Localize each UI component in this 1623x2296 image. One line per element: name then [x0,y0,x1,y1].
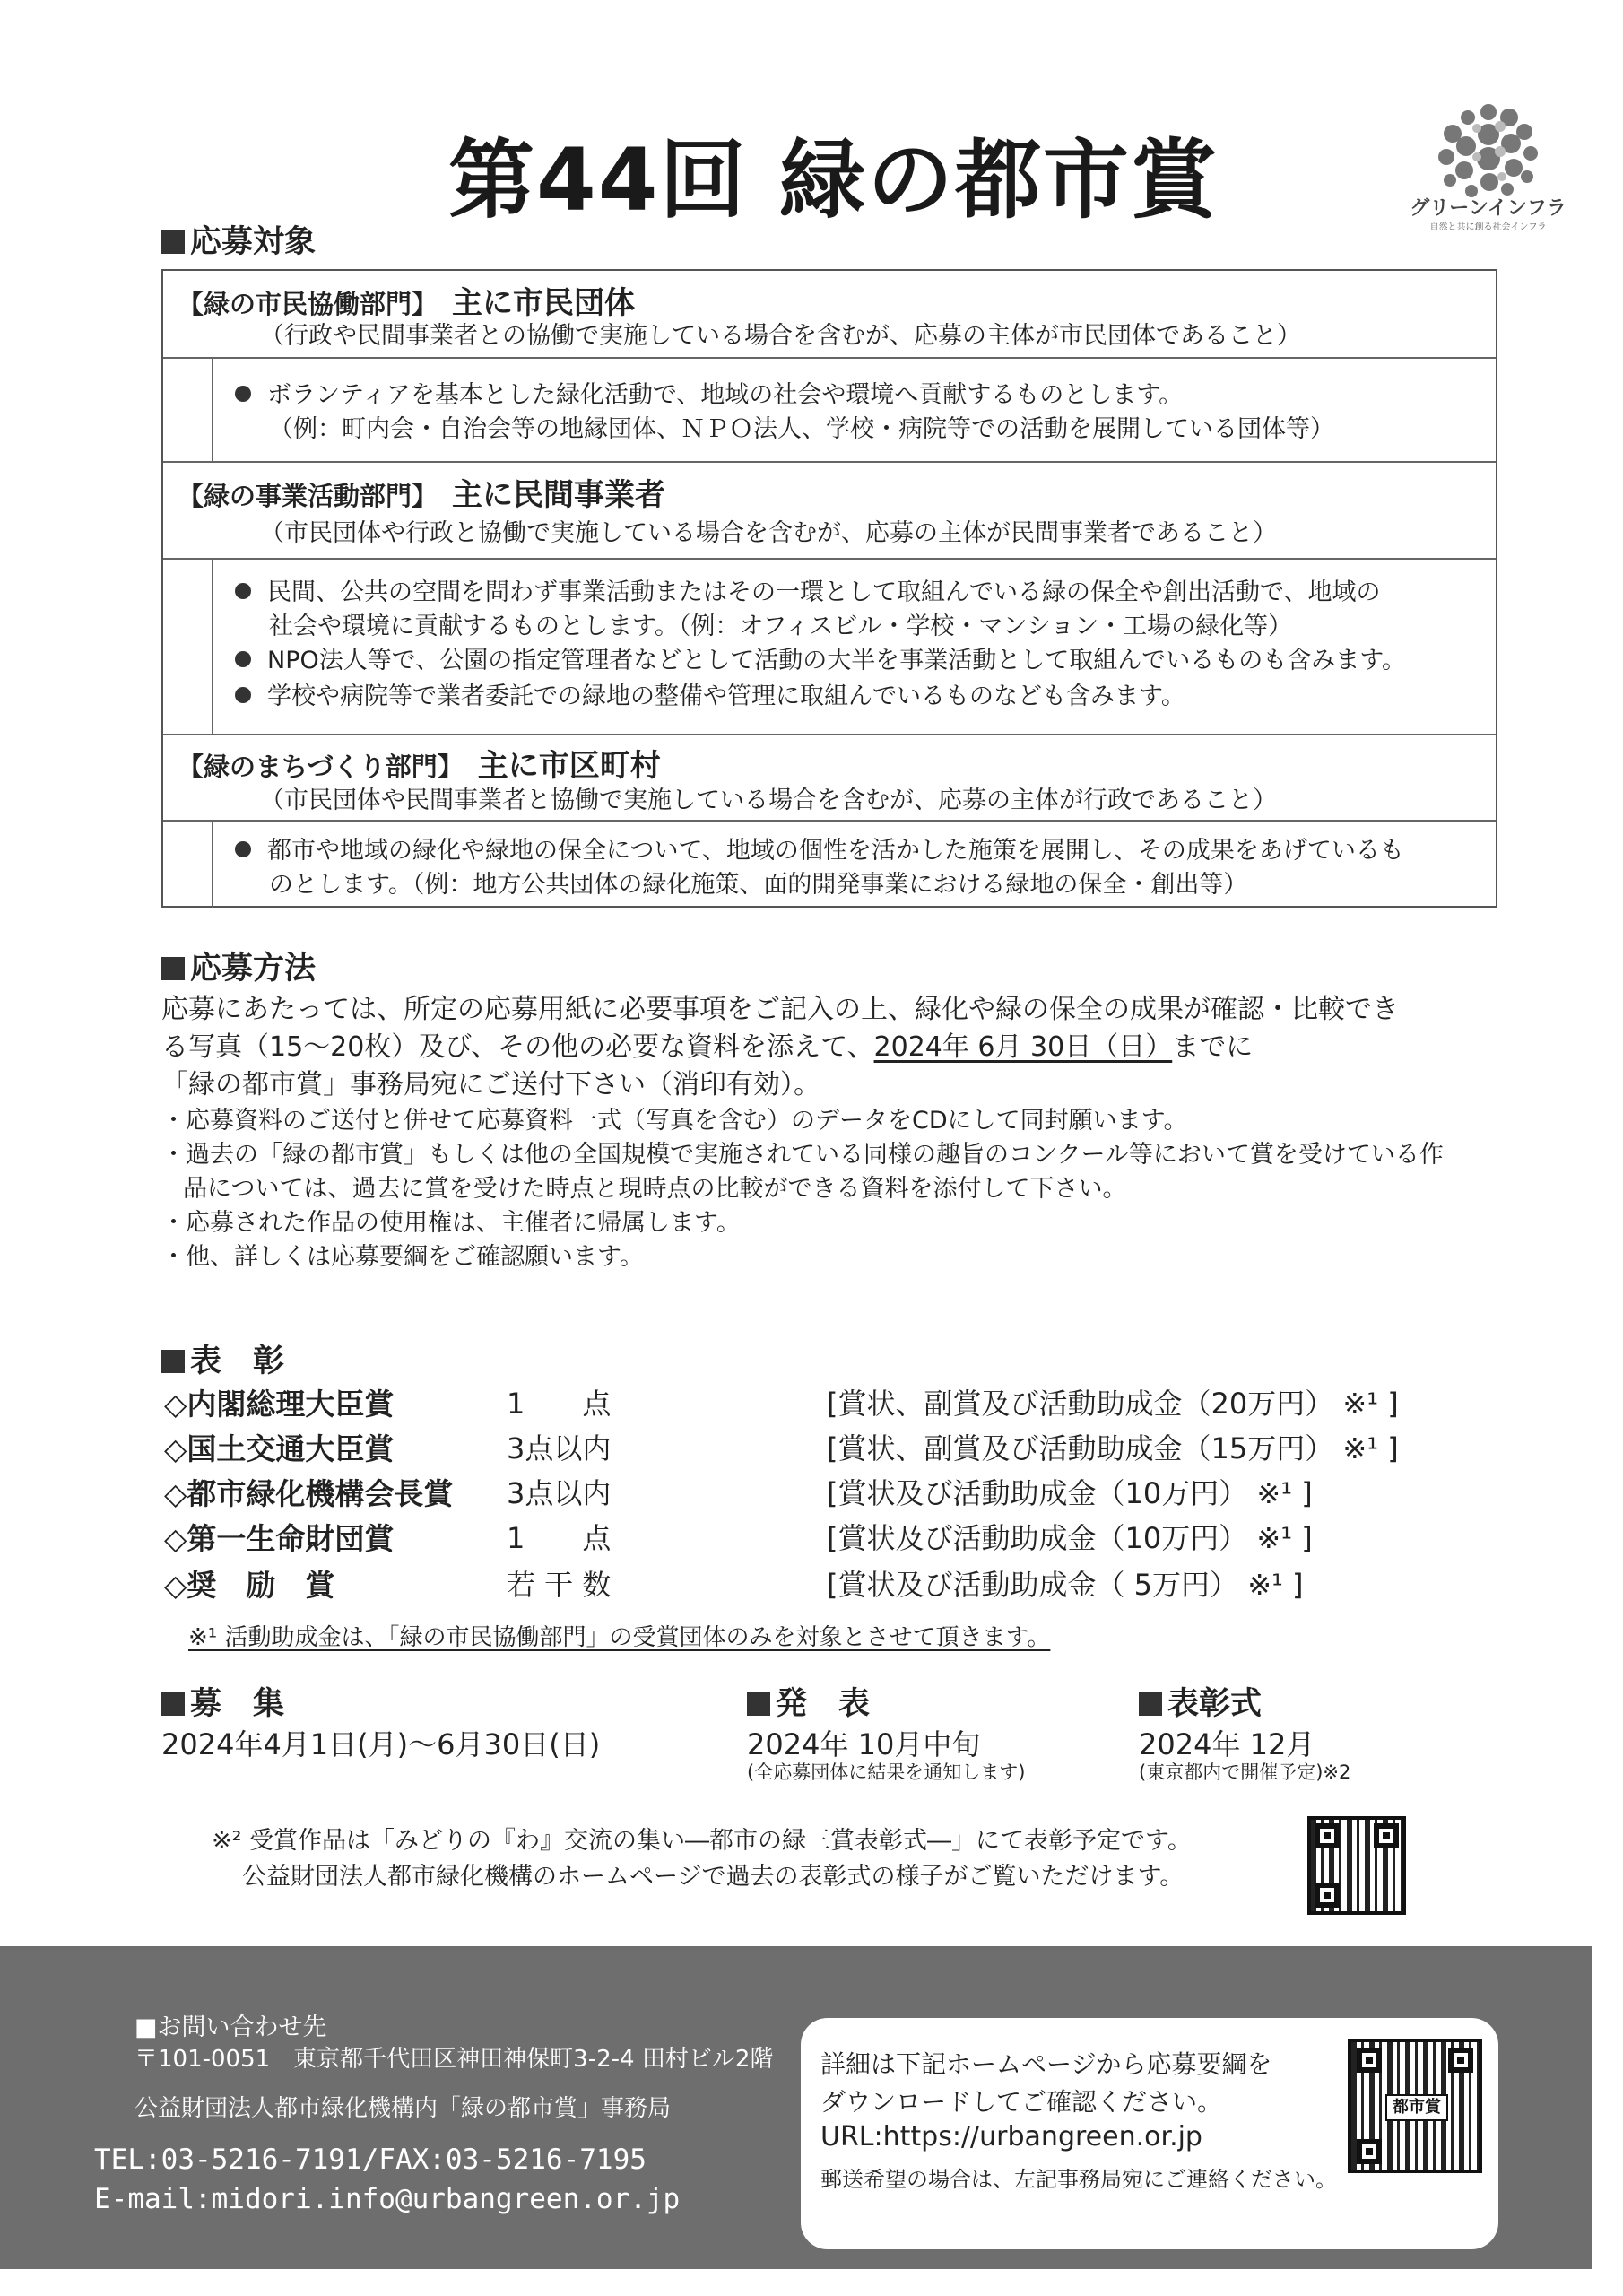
award-name: ◇奨 励 賞 [164,1568,335,1603]
method-text: 応募にあたっては、所定の応募用紙に必要事項をご記入の上、緑化や緑の保全の成果が確認・比較でき [161,994,1399,1025]
award-name: ◇内閣総理大臣賞 [164,1387,395,1422]
method-note: ・応募された作品の使用権は、主催者に帰属します。 [161,1209,741,1237]
method-note: ・過去の「緑の都市賞」もしくは他の全国規模で実施されている同様の趣旨のコンクール等において賞を受けている作 [161,1141,1444,1169]
award-prize: [賞状及び活動助成金（10万円） ※¹ ] [827,1476,1313,1510]
award-prize: [賞状及び活動助成金（ 5万円） ※¹ ] [827,1568,1304,1602]
qr-code-icon[interactable] [1348,2039,1482,2173]
ceremony-footnote: ※² 受賞作品は「みどりの『わ』交流の集い―都市の緑三賞表彰式―」にて表彰予定です。 [212,1827,1192,1855]
award-footnote: ※¹ 活動助成金は、「緑の市民協働部門」の受賞団体のみを対象とさせて頂きます。 [188,1624,1051,1651]
ceremony-note: (東京都内で開催予定)※2 [1139,1761,1351,1783]
category-town: 【緑のまちづくり部門】 主に市区町村 [178,748,661,784]
contact-tel: TEL:03-5216-7191/FAX:03-5216-7195 [94,2144,647,2176]
square-bullet-icon [161,230,185,254]
eligibility-box [161,269,1497,908]
contact-email[interactable]: E-mail:midori.info@urbangreen.or.jp [94,2183,681,2215]
details-text: ダウンロードしてご確認ください。 [820,2087,1223,2117]
announce-date: 2024年 10月中旬 [747,1727,981,1761]
section-heading-announce: 発 表 [747,1679,870,1724]
award-count: 若 干 数 [507,1568,612,1602]
logo-subtext: 自然と共に創る社会インフラ [1429,222,1547,232]
category-civic-note: （行政や民間事業者との協働で実施している場合を含むが、応募の主体が市民団体であること） [260,322,1301,350]
award-count: 3点以内 [507,1476,612,1510]
recruit-period: 2024年4月1日(月)～6月30日(日) [161,1727,601,1761]
award-count: 3点以内 [507,1431,612,1465]
qr-code-icon[interactable] [1307,1816,1406,1915]
page-title: 第44回 緑の都市賞 [448,130,1219,230]
contact-org: 公益財団法人都市緑化機構内「緑の都市賞」事務局 [135,2095,672,2122]
list-item: 学校や病院等で業者委託での緑地の整備や管理に取組んでいるものなども含みます。 [235,680,1185,714]
square-bullet-icon [161,1692,185,1716]
award-name: ◇第一生命財団賞 [164,1521,395,1556]
award-count: 1 点 [507,1521,612,1555]
ceremony-date: 2024年 12月 [1139,1727,1315,1761]
section-heading-recruit: 募 集 [161,1679,284,1724]
award-count: 1 点 [507,1387,612,1421]
details-url[interactable]: URL:https://urbangreen.or.jp [820,2121,1202,2152]
list-item: 民間、公共の空間を問わず事業活動またはその一環として取組んでいる緑の保全や創出活動で、地域の [235,576,1380,610]
award-prize: [賞状、副賞及び活動助成金（15万円） ※¹ ] [827,1431,1399,1465]
method-text: 「緑の都市賞」事務局宛にご送付下さい（消印有効）。 [161,1069,820,1100]
square-bullet-icon [747,1692,770,1716]
category-business-note: （市民団体や行政と協働で実施している場合を含むが、応募の主体が民間事業者であること） [260,519,1277,547]
award-name: ◇都市緑化機構会長賞 [164,1476,454,1511]
square-bullet-icon [1139,1692,1162,1716]
method-note: 品については、過去に賞を受けた時点と現時点の比較ができる資料を添付して下さい。 [183,1175,1127,1203]
category-business: 【緑の事業活動部門】 主に民間事業者 [178,477,666,513]
category-town-note: （市民団体や民間事業者と協働で実施している場合を含むが、応募の主体が行政であること） [260,787,1277,814]
method-note: ・応募資料のご送付と併せて応募資料一式（写真を含む）のデータをCDにして同封願います。 [161,1107,1188,1135]
qr-label: 都市賞 [1385,2094,1448,2121]
deadline: 2024年 6月 30日（日） [873,1031,1173,1063]
list-item: NPO法人等で、公園の指定管理者などとして活動の大半を事業活動として取組んでいるものも含みます。 [235,644,1406,678]
method-text: る写真（15～20枚）及び、その他の必要な資料を添えて、2024年 6月 30日（日）までに [161,1031,1254,1063]
section-heading-awards: 表 彰 [161,1336,284,1381]
award-prize: [賞状、副賞及び活動助成金（20万円） ※¹ ] [827,1387,1399,1421]
list-item: 都市や地域の緑化や緑地の保全について、地域の個性を活かした施策を展開し、その成果をあげているも [235,834,1404,868]
method-note: ・他、詳しくは応募要綱をご確認願います。 [161,1243,644,1271]
details-note: 郵送希望の場合は、左記事務局宛にご連絡ください。 [820,2167,1337,2192]
list-item: （例：町内会・自治会等の地縁団体、ＮＰＯ法人、学校・病院等での活動を展開している団体等） [269,415,1334,443]
category-civic: 【緑の市民協働部門】 主に市民団体 [178,285,636,321]
logo-text: グリーンインフラ [1410,197,1567,220]
contact-address: 〒101-0051 東京都千代田区神田神保町3-2-4 田村ビル2階 [135,2046,774,2073]
details-text: 詳細は下記ホームページから応募要綱を [820,2049,1272,2079]
square-bullet-icon [161,1350,185,1373]
announce-note: (全応募団体に結果を通知します) [747,1761,1026,1783]
square-bullet-icon [161,957,185,980]
section-heading-ceremony: 表彰式 [1139,1679,1262,1724]
section-heading-eligibility: 応募対象 [161,217,316,262]
section-heading-method: 応募方法 [161,944,316,988]
award-name: ◇国土交通大臣賞 [164,1431,395,1466]
contact-heading: ■お問い合わせ先 [135,2013,327,2041]
award-prize: [賞状及び活動助成金（10万円） ※¹ ] [827,1521,1313,1555]
list-item: 社会や環境に貢献するものとします。（例：オフィスビル・学校・マンション・工場の緑化等） [269,613,1293,640]
ceremony-footnote: 公益財団法人都市緑化機構のホームページで過去の表彰式の様子がご覧いただけます。 [242,1863,1185,1891]
list-item: のとします。（例：地方公共団体の緑化施策、面的開発事業における緑地の保全・創出等） [269,871,1248,899]
list-item: ボランティアを基本とした緑化活動で、地域の社会や環境へ貢献するものとします。 [235,378,1183,413]
